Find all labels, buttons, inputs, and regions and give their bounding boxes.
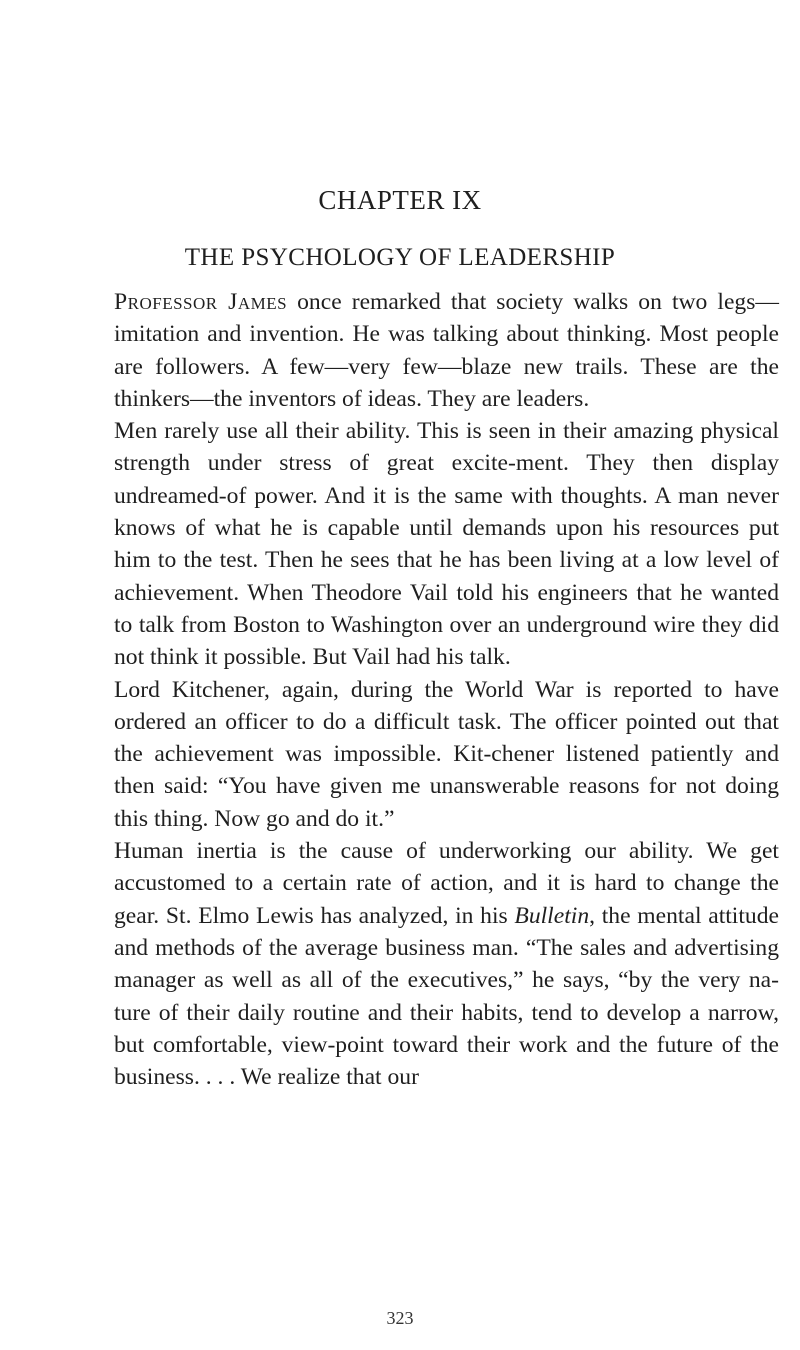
chapter-title: THE PSYCHOLOGY OF LEADERSHIP <box>184 244 616 271</box>
paragraph-3: Lord Kitchener, again, during the World War is reported to have ordered an officer to do a difficult task. The officer pointed out that the achievement was impossible. Kit-chener listened patiently and then said: “You have given me unanswerable reasons for not doing this thing. Now go and do it.” <box>114 676 779 832</box>
body-text <box>114 286 779 1093</box>
paragraph-4 <box>114 835 779 1093</box>
page-number: 323 <box>386 1308 414 1328</box>
paragraph-1-text: once remarked that society walks on two legs—imitation and invention. He was talking about thinking. Most people are followers. A few—very few—blaze new trails. These are the thinkers—the inventors of ideas. They are leaders. <box>114 289 779 412</box>
paragraph-1 <box>114 286 779 415</box>
paragraph-4-text-end: , the mental attitude and methods of the average business man. “The sales and advertising manager as well as all of the executives,” he says, “by the very na-ture of their daily routine and their habits, tend to develop a narrow, but comfortable, view-point toward their work and the future of the business. . . . We realize that our <box>114 902 779 1091</box>
paragraph-4-text-start: Human inertia is the cause of underworking our ability. We get accustomed to a certain rate of action, and it is hard to change the gear. St. Elmo Lewis has analyzed, in his <box>114 838 779 929</box>
bulletin-title: Bulletin <box>514 902 590 929</box>
paragraph-2: Men rarely use all their ability. This is seen in their amazing physical strength under stress of great excite-ment. They then display undreamed-of power. And it is the same with thoughts. A man never knows of what he is capable until demands upon his resources put him to the test. Then he sees that he has been living at a low level of achievement. When Theodore Vail told his engineers that he wanted to talk from Boston to Washington over an underground wire they did not think it possible. But Vail had his talk. <box>114 418 779 671</box>
paragraph-1-lead: Professor James <box>114 289 288 315</box>
chapter-label: CHAPTER IX <box>318 185 482 215</box>
